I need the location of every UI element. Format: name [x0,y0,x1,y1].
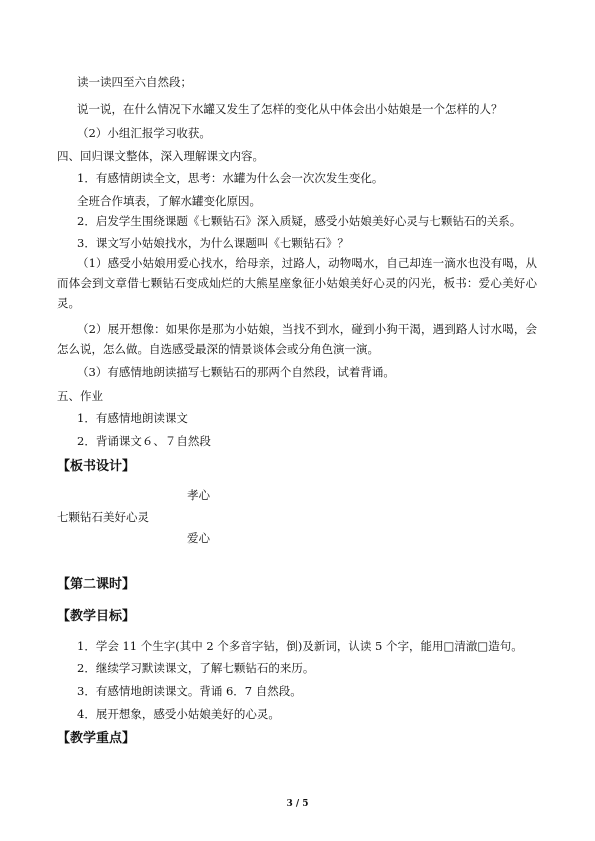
goal-item: 4．展开想象，感受小姑娘美好的心灵。 [77,707,280,721]
page-number: 3 / 5 [286,799,309,809]
board-main: 七颗钻石美好心灵 [57,510,149,524]
teaching-focus-heading: 【教学重点】 [57,731,136,746]
section-heading: 四、回归课文整体，深入理解课文内容。 [57,149,264,163]
goal-item: 2．继续学习默读课文，了解七颗钻石的来历。 [77,661,315,675]
text-line: （2）小组汇报学习收获。 [77,126,211,140]
text-line: 全班合作填表，了解水罐变化原因。 [77,194,261,208]
text-line: 读一读四至六自然段； [77,75,192,89]
board-design-heading: 【板书设计】 [57,459,136,474]
text-line: 2．背诵课文６、７自然段 [77,434,211,448]
section-heading: 五、作业 [57,389,103,403]
text-line: （3）有感情地朗读描写七颗钻石的那两个自然段，试着背诵。 [77,365,395,379]
text-line: 1．有感情地朗读课文 [77,411,188,425]
teaching-goals-heading: 【教学目标】 [57,609,136,624]
text-line: 3．课文写小姑娘找水，为什么课题叫《七颗钻石》？ [77,236,349,250]
text-line: 2．启发学生围绕课题《七颗钻石》深入质疑，感受小姑娘美好心灵与七颗钻石的关系。 [77,214,522,228]
board-word-bottom: 爱心 [187,531,210,545]
text-line: 说一说，在什么情况下水罐又发生了怎样的变化从中体会出小姑娘是一个怎样的人？ [77,102,503,116]
text-line: 1．有感情朗读全文，思考：水罐为什么会一次次发生变化。 [77,171,384,185]
goal-item: 1．学会 11 个生字(其中 2 个多音字钻，倒)及新词，认读 5 个字，能用□清澈□造句。 [77,639,523,653]
goal-item: 3．有感情地朗读课文。背诵 6．7 自然段。 [77,684,302,698]
paragraph: （1）感受小姑娘用爱心找水，给母亲，过路人，动物喝水，自己却连一滴水也没有喝，从而体会到文章借七颗钻石变成灿烂的大熊星座象征小姑娘美好心灵的闪光，板书：爱心美好心灵。 [57,256,537,310]
second-lesson-heading: 【第二课时】 [57,577,136,592]
paragraph: （2）展开想像：如果你是那为小姑娘，当找不到水，碰到小狗干渴，遇到路人讨水喝，会怎么说，怎么做。自选感受最深的情景谈体会或分角色演一演。 [57,322,537,356]
board-word-top: 孝心 [187,488,210,502]
